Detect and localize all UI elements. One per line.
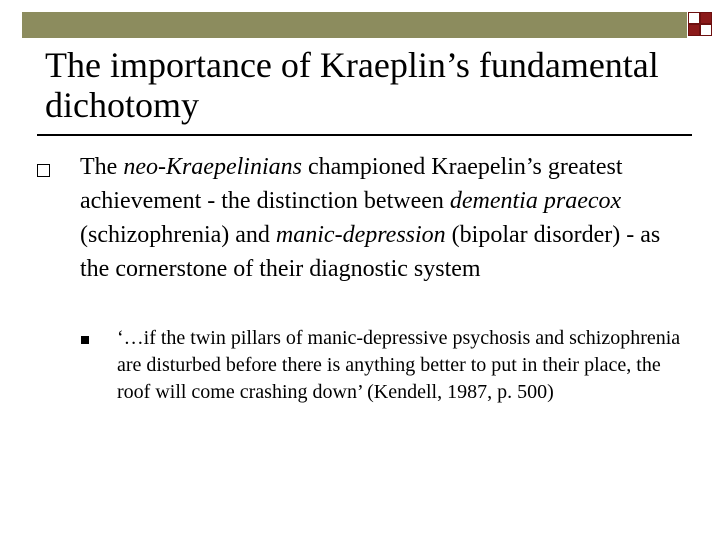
bullet-text-italic3: manic-depression [275,222,446,248]
bullet-text-part3: (schizophrenia) and [80,222,276,248]
bullet-text-italic1: neo-Kraepelinians [123,154,302,180]
slide-title: The importance of Kraeplin’s fundamental dichotomy [45,45,659,125]
bullet-text-part4: (bipolar disorder) - as the cornerstone of their diagnostic system [80,222,661,282]
main-bullet-text [80,150,680,286]
corner-square-filled-2 [688,24,700,36]
header-bar [22,12,687,38]
title-divider [37,134,692,136]
bullet-text-part2: championed Kraepelin’s greatest achievement - the distinction between [80,154,623,214]
corner-square-outline-1 [688,12,700,24]
corner-square-outline-2 [700,24,712,36]
bullet-text-italic2: dementia praecox [449,188,622,214]
bullet-text-part1: The [80,154,124,180]
corner-square-filled-1 [700,12,712,24]
filled-square-bullet-icon [81,336,89,344]
sub-bullet-quote: ‘…if the twin pillars of manic-depressive psychosis and schizophrenia are disturbed before there is anything better to put in their place, the roof will come crashing down’ (Kendell, 1987, p. 500) [117,327,681,403]
hollow-square-bullet-icon [37,164,50,177]
